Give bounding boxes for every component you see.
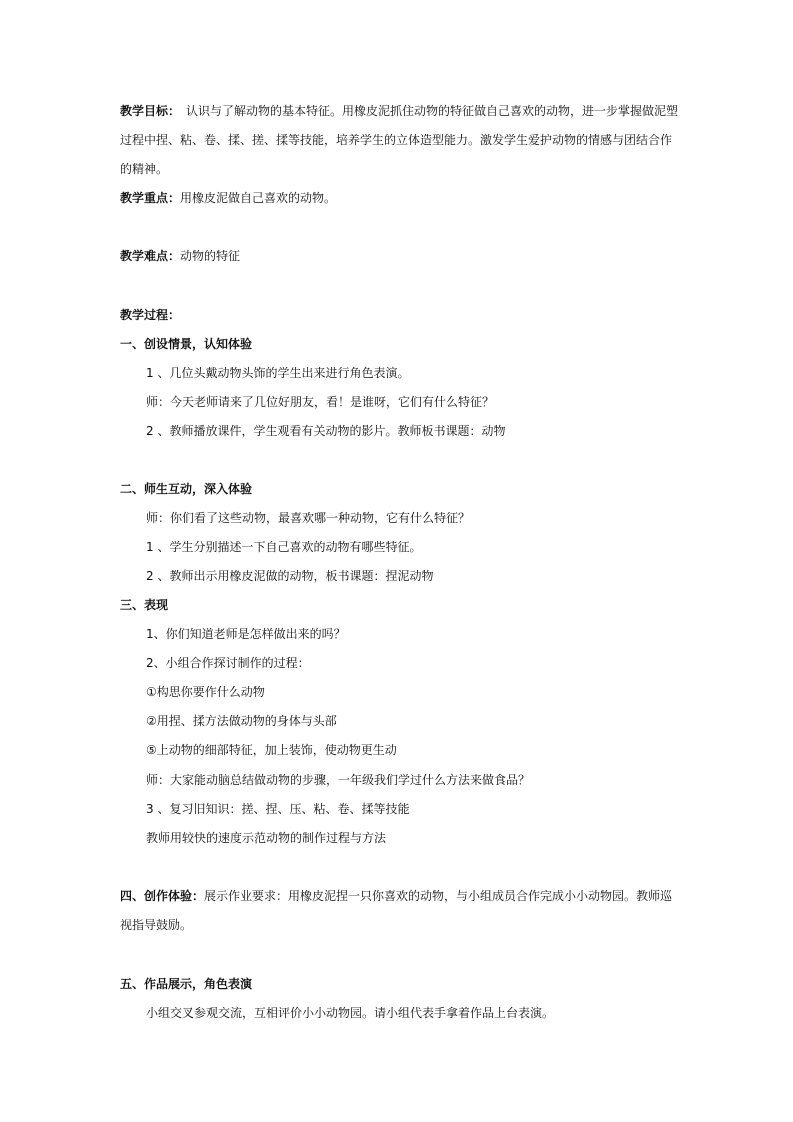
section4-label: 四、创作体验： [120, 889, 205, 903]
section5-item-1: 小组交叉参观交流，互相评价小小动物园。请小组代表手拿着作品上台表演。 [146, 1006, 555, 1020]
section3-item-6: 师：大家能动脑总结做动物的步骤，一年级我们学过什么方法来做食品？ [146, 773, 531, 787]
section2-item-2: 1 、学生分别描述一下自己喜欢的动物有哪些特征。 [146, 540, 422, 554]
section3-item-7: 3 、复习旧知识：搓、捏、压、粘、卷、揉等技能 [146, 802, 410, 816]
section3-item-3: ①构思你要作什么动物 [146, 685, 265, 699]
section1-item-1: 1 、几位头戴动物头饰的学生出来进行角色表演。 [146, 366, 410, 380]
objectives-line-3: 的精神。 [120, 162, 169, 176]
section4-line-2: 视指导鼓励。 [120, 918, 193, 932]
section4-text-1: 展示作业要求：用橡皮泥捏一只你喜欢的动物，与小组成员合作完成小小动物园。教师巡 [204, 889, 673, 903]
objectives-text-1: 认识与了解动物的基本特征。用橡皮泥抓住动物的特征做自己喜欢的动物，进一步掌握做泥塑 [186, 104, 679, 118]
section2-title: 二、师生互动，深入体验 [120, 482, 253, 496]
objectives-line-1 [120, 103, 678, 119]
key-point-text: 用橡皮泥做自己喜欢的动物。 [180, 191, 337, 205]
key-point-line [120, 190, 336, 206]
objectives-line-2: 过程中捏、粘、卷、揉、搓、揉等技能，培养学生的立体造型能力。激发学生爱护动物的情感与团结合作 [120, 133, 673, 147]
section3-item-8: 教师用较快的速度示范动物的制作过程与方法 [146, 831, 387, 845]
process-title: 教学过程： [120, 308, 181, 322]
objectives-label: 教学目标： [120, 104, 181, 118]
difficulty-label: 教学难点： [120, 249, 181, 263]
section3-title: 三、表现 [120, 598, 169, 612]
section3-item-5: ⑤上动物的细部特征，加上装饰，使动物更生动 [146, 743, 397, 757]
section1-item-2: 师：今天老师请来了几位好朋友，看！是谁呀，它们有什么特征？ [146, 395, 495, 409]
difficulty-line [120, 248, 240, 264]
section4-line-1 [120, 888, 672, 904]
section1-title: 一、创设情景，认知体验 [120, 337, 253, 351]
section2-item-3: 2 、教师出示用橡皮泥做的动物，板书课题：捏泥动物 [146, 569, 434, 583]
section3-item-4: ②用捏、揉方法做动物的身体与头部 [146, 714, 337, 728]
key-point-label: 教学重点： [120, 191, 181, 205]
section3-item-1: 1、你们知道老师是怎样做出来的吗？ [146, 627, 346, 641]
section5-title: 五、作品展示，角色表演 [120, 977, 253, 991]
section2-item-1: 师：你们看了这些动物，最喜欢哪一种动物，它有什么特征？ [146, 511, 471, 525]
difficulty-text: 动物的特征 [180, 249, 241, 263]
section3-item-2: 2、小组合作探讨制作的过程： [146, 656, 310, 670]
section1-item-3: 2 、教师播放课件，学生观看有关动物的影片。教师板书课题：动物 [146, 424, 506, 438]
